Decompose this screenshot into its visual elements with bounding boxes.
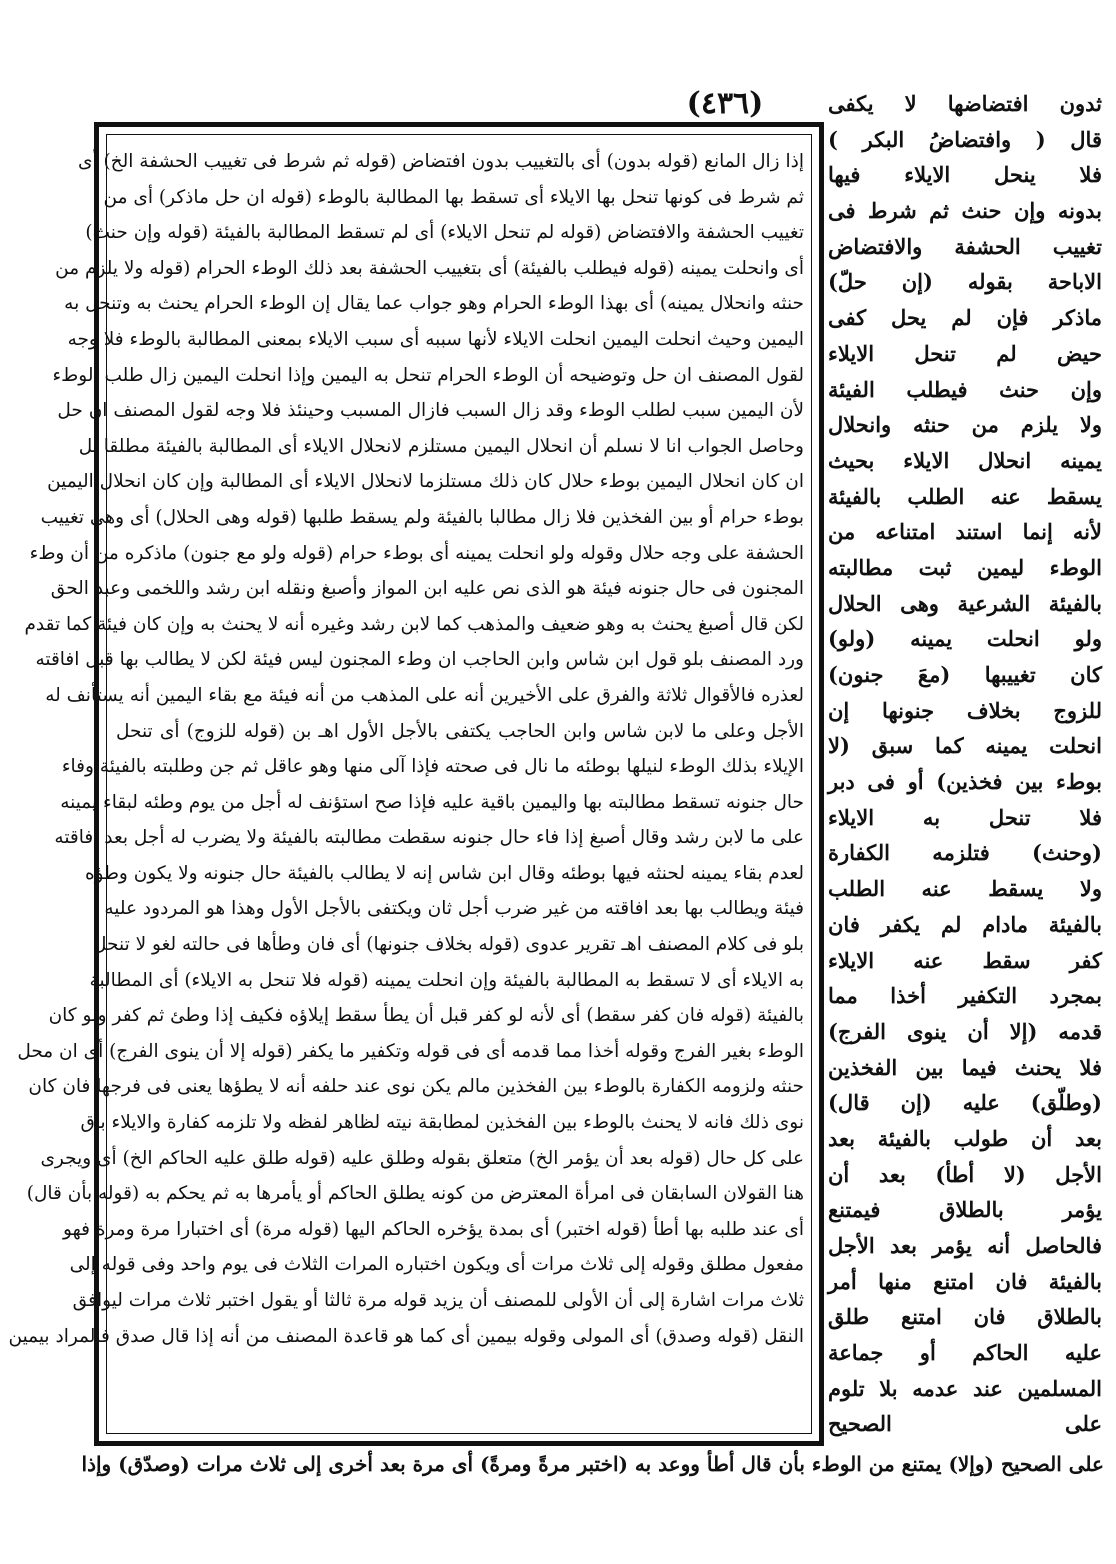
side-line: تغييب الحشفة والافتضاض — [828, 233, 1102, 259]
side-line: عليه الحاكم أو جماعة — [828, 1340, 1102, 1366]
commentary-line: الوطء بغير الفرج وقوله أخذا مما قدمه أى فى قوله وتكفير ما يكفر (قوله إلا أن ينوى الفرج) أى ان محل — [17, 1040, 804, 1062]
side-line: بمجرد التكفير أخذا مما — [828, 983, 1102, 1009]
side-line: بالفيئة الشرعية وهى الحلال — [828, 590, 1102, 616]
commentary-line: الإيلاء بذلك الوطء لنيلها بوطئه ما نال فى صحته فإذا آلى منها وهو عاقل ثم جن وطلبته بالفيئة وفاء — [61, 756, 804, 778]
footer-line: على الصحيح (وإلا) يمتنع من الوطء بأن قال أطأ ووعد به (اختبر مرةً ومرةً) أى مرة بعد أخرى إلى ثلاث مرات (وصدّق) وإذا — [81, 1452, 1104, 1476]
commentary-line: لكن قال أصبغ يحنث به وهو ضعيف والمذهب كما لابن رشد وغيره أنه لا يحنث به وإن كان فيئة كما تقدم — [24, 613, 804, 635]
commentary-line: لقول المصنف ان حل وتوضيحه أن الوطء الحرام تنحل به اليمين وإذا انحلت اليمين زال طلب الوطء — [52, 364, 804, 386]
commentary-line: وحاصل الجواب انا لا نسلم أن انحلال اليمين مستلزم لانحلال الايلاء أى المطالبة بالفيئة مطلقا بل — [78, 435, 804, 457]
side-line: كفر سقط عنه الايلاء — [828, 947, 1102, 973]
commentary-line: المجنون فى حال جنونه فيئة هو الذى نص عليه ابن المواز وأصبغ ونقله ابن رشد واللخمى وعبد الحق — [50, 578, 804, 600]
side-line: لأنه إنما استند امتناعه من — [828, 519, 1102, 545]
side-line: بالفيئة فان امتنع منها أمر — [828, 1268, 1102, 1294]
side-line: ولو انحلت يمينه (ولو) — [828, 626, 1102, 652]
side-line: المسلمين عند عدمه بلا تلوم — [828, 1375, 1102, 1401]
commentary-line: الحشفة على وجه حلال وقوله ولو انحلت يمينه أى بوطء حرام (قوله ولو مع جنون) ماذكره من أن وطء — [29, 542, 804, 564]
commentary-line: بوطء حرام أو بين الفخذين فلا زال مطالبا بالفيئة ولم يسقط طلبها (قوله وهى الحلال) أى وهى تغييب — [40, 506, 804, 528]
side-line: بالطلاق فان امتنع طلق — [828, 1304, 1102, 1330]
side-line: وإن حنث فيطلب الفيئة — [828, 376, 1102, 402]
side-line: فلا ينحل الايلاء فيها — [828, 162, 1102, 188]
commentary-line: ثلاث مرات اشارة إلى أن الأولى للمصنف أن يزيد قوله مرة ثالثا أو يقول اختبر ثلاث مرات ليوافق — [72, 1290, 804, 1311]
side-line: قدمه (إلا أن ينوى الفرج) — [828, 1018, 1102, 1044]
side-line: ماذكر فإن لم يحل كفى — [828, 305, 1102, 331]
commentary-line: نوى ذلك فانه لا يحنث بالوطء بين الفخذين لمطابقة نيته لظاهر لفظه ولا تلزمه كفارة والايلاء باق — [80, 1112, 804, 1134]
commentary-text — [8, 144, 804, 1434]
commentary-line: ثم شرط فى كونها تنحل بها الايلاء أى تسقط بها المطالبة بالوطء (قوله ان حل ماذكر) أى من — [103, 186, 804, 208]
commentary-line: لأن اليمين سبب لطلب الوطء وقد زال السبب فازال المسبب وحينئذ فلا وجه لقول المصنف ان حل — [57, 400, 804, 422]
page-number: (٤٣٦) — [686, 86, 764, 121]
commentary-line: حنثه وانحلال يمينه) أى بهذا الوطء الحرام وهو جواب عما يقال إن الوطء الحرام يحنث به وتنحل به — [64, 293, 804, 315]
commentary-line: لعذره فالأقوال ثلاثة والفرق على الأخيرين أنه على المذهب من أنه فيئة مع بقاء اليمين أنه يستأنف له — [45, 684, 804, 706]
side-line: يسقط عنه الطلب بالفيئة — [828, 483, 1102, 509]
commentary-line: أى عند طلبه بها أطأ (قوله اختبر) أى بمدة يؤخره الحاكم اليها (قوله مرة) أى اختبارا مرة ومرة فهو — [63, 1218, 804, 1240]
commentary-line: حنثه ولزومه الكفارة بالوطء بين الفخذين مالم يكن نوى عند حلفه أنه لا يطؤها يعنى فى فرجها فان كان — [28, 1076, 804, 1098]
side-line: فلا تنحل به الايلاء — [828, 804, 1102, 830]
side-line: حيض لم تنحل الايلاء — [828, 340, 1102, 366]
side-line: بعد أن طولب بالفيئة بعد — [828, 1125, 1102, 1151]
side-line: للزوج بخلاف جنونها إن — [828, 697, 1102, 723]
side-line: بوطء بين فخذين) أو فى دبر — [828, 769, 1102, 795]
commentary-line: على كل حال (قوله بعد أن يؤمر الخ) متعلق بقوله وطلق عليه (قوله طلق عليه الحاكم الخ) أى ويجرى — [40, 1147, 804, 1169]
commentary-line: اليمين وحيث انحلت اليمين انحلت الايلاء لأنها سببه أى سبب الايلاء بمعنى المطالبة بالوطء فلا وجه — [67, 328, 804, 350]
side-line: الأجل (لا أطأ) بعد أن — [828, 1161, 1102, 1187]
side-line: بدونه وإن حنث ثم شرط فى — [828, 198, 1102, 224]
commentary-line: بلو فى كلام المصنف اهـ تقرير عدوى (قوله بخلاف جنونها) أى فان وطأها فى حالته لغو لا تنحل — [93, 934, 804, 956]
side-line: فلا يحنث فيما بين الفخذين — [828, 1054, 1102, 1080]
commentary-line: أى وانحلت يمينه (قوله فيطلب بالفيئة) أى بتغييب الحشفة بعد ذلك الوطء الحرام (قوله ولا يلزم من — [55, 257, 804, 279]
commentary-line: فيئة ويطالب بها بعد افاقته من غير ضرب أجل ثان ويكتفى بالأجل الأول وهذا هو المردود عليه — [104, 898, 804, 920]
side-line: ثدون افتضاضها لا يكفى — [828, 91, 1102, 116]
commentary-line: النقل (قوله وصدق) أى المولى وقوله بيمين أى كما هو قاعدة المصنف من أنه إذا قال صدق فالمراد بيمين — [8, 1325, 804, 1347]
commentary-line: إذا زال المانع (قوله بدون) أى بالتغييب بدون افتضاض (قوله ثم شرط فى تغييب الحشفة الخ) أى — [77, 151, 804, 172]
side-line: ولا يسقط عنه الطلب — [828, 876, 1102, 902]
side-line: ولا يلزم من حنثه وانحلال — [828, 412, 1102, 438]
commentary-line: به الايلاء أى لا تسقط به المطالبة بالفيئة وإن انحلت يمينه (قوله فلا تنحل به الايلاء) أى المطالبة — [89, 969, 804, 991]
commentary-line: بالفيئة (قوله فان كفر سقط) أى لأنه لو كفر قبل أن يطأ سقط إيلاؤه فكيف إذا وطئ ثم كفر ولو كان — [48, 1005, 804, 1027]
commentary-line: الأجل وعلى ما لابن شاس وابن الحاجب يكتفى بالأجل الأول اهـ بن (قوله للزوج) أى تنحل — [116, 720, 804, 742]
side-line: بالفيئة مادام لم يكفر فان — [828, 911, 1102, 937]
commentary-line: ورد المصنف بلو قول ابن شاس وابن الحاجب ان وطء المجنون ليس فيئة لكن لا يطالب بها قبل افاقته — [35, 649, 804, 671]
side-line: كان تغييبها (معَ جنون) — [828, 662, 1102, 687]
side-line: فالحاصل أنه يؤمر بعد الأجل — [828, 1233, 1102, 1258]
commentary-line: مفعول مطلق وقوله إلى ثلاث مرات أى ويكون اختباره المرات الثلاث فى يوم واحد وفى قوله إلى — [69, 1254, 804, 1276]
side-line: الوطء ليمين ثبت مطالبته — [828, 554, 1102, 580]
side-line: قال ( وافتضاضُ البكر ) — [828, 126, 1102, 152]
side-line: انحلت يمينه كما سبق (لا — [828, 733, 1102, 759]
side-line: يمينه انحلال الايلاء بحيث — [828, 447, 1102, 473]
side-line: (وحنث) فتلزمه الكفارة — [828, 840, 1102, 866]
commentary-line: لعدم بقاء يمينه لحنثه فيها بوطئه وقال ابن شاس إنه لا يطالب بالفيئة حال جنونه ولا يكون وطؤه — [84, 862, 804, 884]
commentary-line: هنا القولان السابقان فى امرأة المعترض من كونه يطلق الحاكم أو يأمرها به ثم يحكم به (قوله بأن قال) — [26, 1183, 804, 1205]
commentary-line: ان كان انحلال اليمين بوطء حلال كان ذلك مستلزما لانحلال الايلاء أى المطالبة وإن كان انحلال اليمين — [47, 471, 804, 493]
commentary-line: على ما لابن رشد وقال أصبغ إذا فاء حال جنونه سقطت مطالبته بالفيئة ولا يضرب له أجل بعد افاقته — [54, 827, 804, 849]
matn-side-column — [828, 86, 1102, 1442]
side-line: (وطلّق) عليه (إن قال) — [828, 1090, 1102, 1116]
commentary-line: حال جنونه تسقط مطالبته بها واليمين باقية عليه فإذا صح استؤنف له أجل من يوم وطئه لبقاء يمينه — [60, 791, 804, 813]
side-line: يؤمر بالطلاق فيمتنع — [828, 1197, 1102, 1223]
commentary-line: تغييب الحشفة والافتضاض (قوله لم تنحل الايلاء) أى لم تسقط المطالبة بالفيئة (قوله وإن حنث) — [85, 222, 804, 244]
side-line: الاباحة بقوله (إن حلّ) — [828, 269, 1102, 295]
side-line: على الصحيح — [828, 1411, 1102, 1437]
